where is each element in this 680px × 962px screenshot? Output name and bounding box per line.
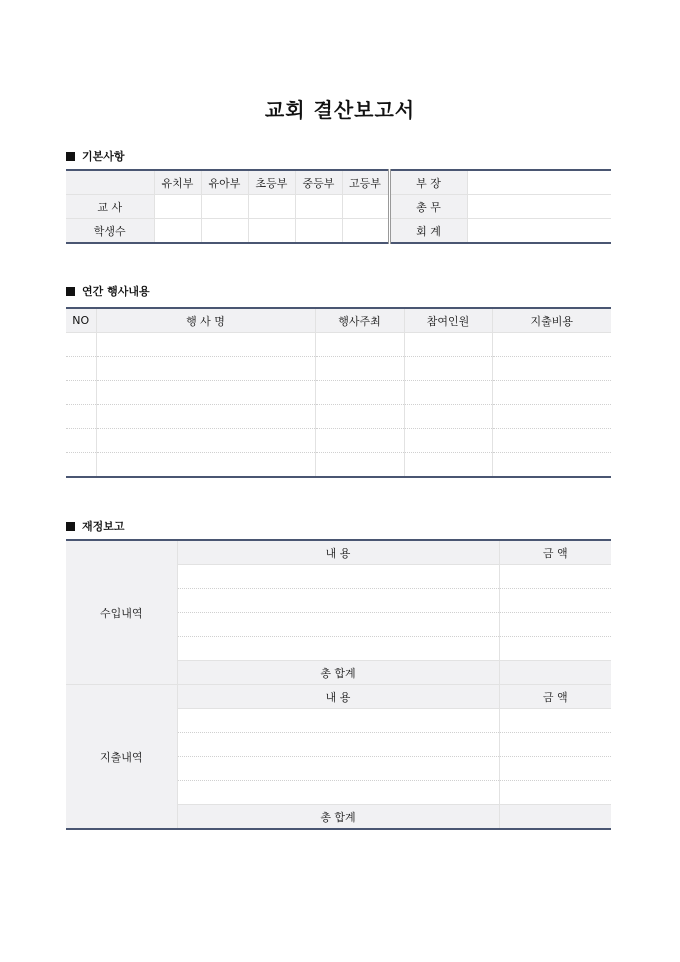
square-bullet-icon (66, 152, 75, 161)
table-row (66, 429, 611, 453)
input-cell[interactable] (499, 757, 611, 781)
dept-header: 고등부 (342, 170, 389, 195)
input-cell[interactable] (492, 333, 611, 357)
input-cell[interactable] (177, 781, 499, 805)
events-header: 참여인원 (404, 308, 492, 333)
input-cell[interactable] (177, 709, 499, 733)
table-row (66, 333, 611, 357)
input-cell[interactable] (66, 381, 96, 405)
input-cell[interactable] (154, 219, 201, 244)
table-row (66, 453, 611, 478)
input-cell[interactable] (66, 405, 96, 429)
input-cell[interactable] (492, 405, 611, 429)
officer-label: 부 장 (389, 170, 467, 195)
income-category-label: 수입내역 (66, 540, 177, 685)
input-cell[interactable] (96, 453, 315, 478)
input-cell[interactable] (201, 219, 248, 244)
input-cell[interactable] (248, 219, 295, 244)
section-events-label: 연간 행사내용 (82, 285, 150, 298)
income-total-label: 총 합계 (177, 661, 499, 685)
expense-category-label: 지출내역 (66, 685, 177, 830)
input-cell[interactable] (96, 429, 315, 453)
input-cell[interactable] (177, 637, 499, 661)
input-cell[interactable] (177, 757, 499, 781)
input-cell[interactable] (499, 637, 611, 661)
input-cell[interactable] (177, 613, 499, 637)
input-cell[interactable] (295, 195, 342, 219)
expense-total-value-cell[interactable] (499, 805, 611, 830)
input-cell[interactable] (499, 565, 611, 589)
input-cell[interactable] (404, 381, 492, 405)
table-row (66, 381, 611, 405)
input-cell[interactable] (201, 195, 248, 219)
section-events-heading (66, 283, 150, 299)
input-cell[interactable] (315, 429, 404, 453)
section-basic-label: 기본사항 (82, 150, 125, 163)
basic-corner-cell (66, 170, 154, 195)
input-cell[interactable] (315, 357, 404, 381)
events-header: NO (66, 308, 96, 333)
dept-header: 유아부 (201, 170, 248, 195)
income-total-value-cell[interactable] (499, 661, 611, 685)
input-cell[interactable] (404, 405, 492, 429)
input-cell[interactable] (404, 357, 492, 381)
dept-header: 초등부 (248, 170, 295, 195)
amount-header: 금 액 (499, 685, 611, 709)
input-cell[interactable] (404, 333, 492, 357)
document-title: 교회 결산보고서 (264, 98, 416, 122)
section-finance-label: 재정보고 (82, 520, 125, 533)
section-basic-heading (66, 148, 125, 164)
events-table (66, 307, 611, 478)
input-cell[interactable] (492, 357, 611, 381)
input-cell[interactable] (342, 195, 389, 219)
input-cell[interactable] (342, 219, 389, 244)
table-row (66, 405, 611, 429)
input-cell[interactable] (295, 219, 342, 244)
input-cell[interactable] (315, 453, 404, 478)
row-label: 학생수 (66, 219, 154, 244)
square-bullet-icon (66, 522, 75, 531)
square-bullet-icon (66, 287, 75, 296)
officer-value-cell[interactable] (467, 195, 611, 219)
input-cell[interactable] (499, 781, 611, 805)
input-cell[interactable] (96, 381, 315, 405)
input-cell[interactable] (96, 405, 315, 429)
input-cell[interactable] (499, 733, 611, 757)
expense-total-label: 총 합계 (177, 805, 499, 830)
content-header: 내 용 (177, 540, 499, 565)
input-cell[interactable] (154, 195, 201, 219)
input-cell[interactable] (177, 589, 499, 613)
officer-label: 총 무 (389, 195, 467, 219)
events-header: 행 사 명 (96, 308, 315, 333)
dept-header: 중등부 (295, 170, 342, 195)
input-cell[interactable] (66, 453, 96, 478)
input-cell[interactable] (315, 333, 404, 357)
input-cell[interactable] (315, 381, 404, 405)
input-cell[interactable] (492, 429, 611, 453)
dept-header: 유치부 (154, 170, 201, 195)
input-cell[interactable] (499, 613, 611, 637)
input-cell[interactable] (96, 357, 315, 381)
input-cell[interactable] (66, 333, 96, 357)
events-header: 지출비용 (492, 308, 611, 333)
events-header: 행사주최 (315, 308, 404, 333)
input-cell[interactable] (248, 195, 295, 219)
content-header: 내 용 (177, 685, 499, 709)
table-row (66, 357, 611, 381)
input-cell[interactable] (404, 429, 492, 453)
officer-value-cell[interactable] (467, 219, 611, 244)
row-label: 교 사 (66, 195, 154, 219)
officer-label: 회 계 (389, 219, 467, 244)
finance-table (66, 539, 611, 830)
section-finance-heading (66, 518, 125, 534)
input-cell[interactable] (499, 589, 611, 613)
input-cell[interactable] (492, 381, 611, 405)
officer-value-cell[interactable] (467, 170, 611, 195)
input-cell[interactable] (404, 453, 492, 478)
input-cell[interactable] (177, 733, 499, 757)
input-cell[interactable] (499, 709, 611, 733)
input-cell[interactable] (96, 333, 315, 357)
input-cell[interactable] (492, 453, 611, 478)
input-cell[interactable] (66, 429, 96, 453)
input-cell[interactable] (315, 405, 404, 429)
input-cell[interactable] (177, 565, 499, 589)
basic-info-table (66, 169, 611, 244)
amount-header: 금 액 (499, 540, 611, 565)
input-cell[interactable] (66, 357, 96, 381)
